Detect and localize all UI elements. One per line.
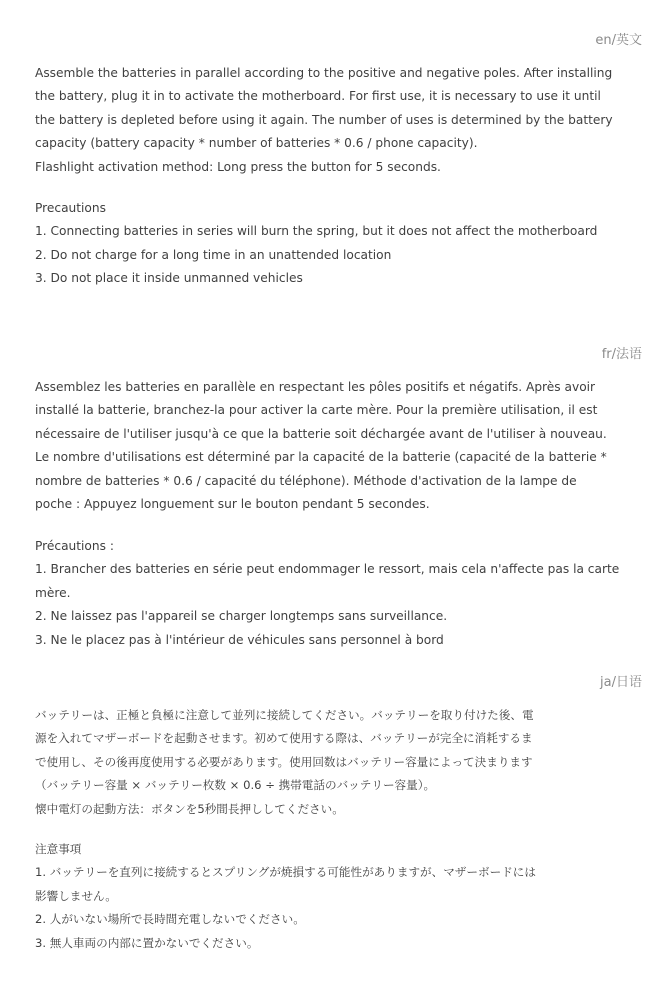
fr-line-1: Assemblez les batteries en parallèle en respectant les pôles positifs et négatifs. Après avoir xyxy=(35,380,596,394)
fr-line-3: nécessaire de l'utiliser jusqu'à ce que la batterie soit déchargée avant de l'utiliser à nouveau. xyxy=(35,426,607,441)
ja-line-5: 懐中電灯の起動方法：ボタンを5秒間長押ししてください。 xyxy=(35,801,344,816)
fr-line-6: poche : Appuyez longuement sur le bouton pendant 5 secondes. xyxy=(35,497,430,512)
precaution-item-fr-3: 3. Ne le placez pas à l'intérieur de véhicules sans personnel à bord xyxy=(35,632,444,647)
lang-tag-ja: ja/日语 xyxy=(600,675,642,690)
fr-line-5: nombre de batteries * 0.6 / capacité du téléphone). Méthode d'activation de la lampe de xyxy=(35,473,577,488)
precaution-item-fr-1: 1. Brancher des batteries en série peut endommager le ressort, mais cela n'affecte pas la carte xyxy=(35,562,620,577)
precaution-item-ja-3: 3. 無人車両の内部に置かないでください。 xyxy=(35,935,259,950)
precautions-en xyxy=(35,197,621,291)
precaution-item-fr-2: 2. Ne laissez pas l'appareil se charger longtemps sans surveillance. xyxy=(35,609,448,624)
en-line-3: the battery is depleted before using it again. The number of uses is determined by the battery xyxy=(35,112,613,127)
precaution-item-en-3: 3. Do not place it inside unmanned vehicles xyxy=(35,271,303,286)
ja-line-2: 源を入れてマザーボードを起動させます。初めて使用する際は、バッテリーが完全に消耗するま xyxy=(35,731,533,746)
precaution-item-ja-2: 2. 人がいない場所で長時間充電しないでください。 xyxy=(35,912,305,927)
ja-line-1: バッテリーは、正極と負極に注意して並列に接続してください。バッテリーを取り付けた後、電 xyxy=(35,708,534,722)
fr-line-4: Le nombre d'utilisations est déterminé par la capacité de la batterie (capacité de la batterie * xyxy=(35,450,607,465)
precaution-item-ja-1: 1. バッテリーを直列に接続するとスプリングが焼損する可能性がありますが、マザーボードには xyxy=(35,865,536,880)
section-ja xyxy=(35,704,621,821)
ja-line-4: （バッテリー容量 × バッテリー枚数 × 0.6 ÷ 携帯電話のバッテリー容量）。 xyxy=(35,778,436,793)
lang-tag-en: en/英文 xyxy=(595,33,642,48)
precautions-heading-fr: Précautions : xyxy=(35,539,114,553)
precaution-item-en-2: 2. Do not charge for a long time in an unattended location xyxy=(35,247,392,262)
precautions-heading-en: Precautions xyxy=(35,201,106,215)
precautions-heading-ja: 注意事項 xyxy=(35,842,82,856)
en-line-5: Flashlight activation method: Long press the button for 5 seconds. xyxy=(35,159,441,174)
lang-tag-fr: fr/法语 xyxy=(601,347,642,362)
precautions-ja xyxy=(35,838,621,955)
section-en xyxy=(35,62,621,179)
section-fr xyxy=(35,376,621,516)
en-line-2: the battery, plug it in to activate the motherboard. For first use, it is necessary to use it until xyxy=(35,89,601,104)
en-line-4: capacity (battery capacity * number of batteries * 0.6 / phone capacity). xyxy=(35,136,478,151)
precautions-fr xyxy=(35,535,621,652)
precaution-item-ja-1-cont: 影響しません。 xyxy=(35,888,117,903)
precaution-item-en-1: 1. Connecting batteries in series will burn the spring, but it does not affect the motherboard xyxy=(35,224,598,239)
en-line-1: Assemble the batteries in parallel according to the positive and negative poles. After installing xyxy=(35,66,613,80)
ja-line-3: で使用し、その後再度使用する必要があります。使用回数はバッテリー容量によって決まります xyxy=(35,754,533,769)
precaution-item-fr-1-cont: mère. xyxy=(35,585,71,600)
fr-line-2: installé la batterie, branchez-la pour activer la carte mère. Pour la première utilisation, il est xyxy=(35,403,598,418)
